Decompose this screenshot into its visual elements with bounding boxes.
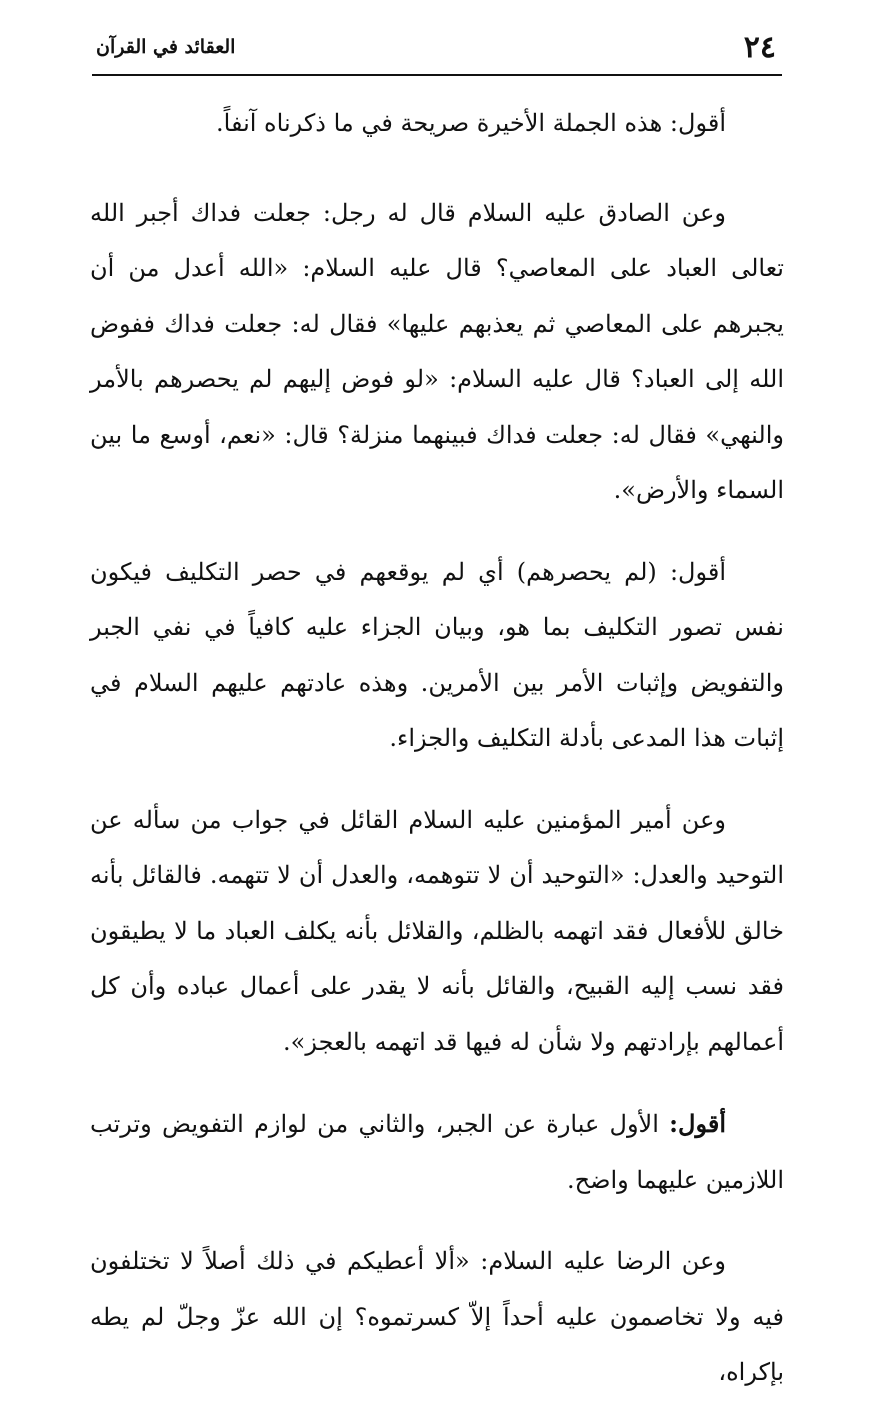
paragraph-6-text: وعن الرضا عليه السلام: «ألا أعطيكم في ذلك أصلاً لا تختلفون فيه ولا تخاصمون عليه أحداً إلاّ كسرتموه؟ إن الله عزّ وجلّ لم يطه بإكراه،: [90, 1247, 784, 1386]
paragraph-3-text: أقول: (لم يحصرهم) أي لم يوقعهم في حصر التكليف فيكون نفس تصور التكليف بما هو، وبيان الجزاء عليه كافياً في نفي الجبر والتفويض وإثبات الأمر بين الأمرين. وهذه عادتهم عليهم السلام في إثبات هذا المدعى بأدلة التكليف والجزاء.: [90, 557, 784, 752]
page-header: [92, 28, 782, 76]
running-title: العقائد في القرآن: [96, 36, 236, 58]
paragraph-5-lead: أقول:: [669, 1109, 726, 1138]
paragraph-4: [90, 793, 784, 1071]
paragraph-1: [90, 96, 784, 152]
paragraph-3: [90, 545, 784, 767]
paragraph-6: [90, 1234, 784, 1401]
paragraph-5-text: الأول عبارة عن الجبر، والثاني من لوازم التفويض وترتب اللازمين عليهما واضح.: [90, 1110, 784, 1194]
paragraph-5: [90, 1096, 784, 1208]
paragraph-2: [90, 186, 784, 519]
page-body: [90, 96, 784, 1427]
paragraph-1-text: أقول: هذه الجملة الأخيرة صريحة في ما ذكرناه آنفاً.: [216, 109, 726, 137]
paragraph-2-text: وعن الصادق عليه السلام قال له رجل: جعلت فداك أجبر الله تعالى العباد على المعاصي؟ قال عليه السلام: «الله أعدل من أن يجبرهم على المعاصي ثم يعذبهم عليها» فقال له: جعلت فداك ففوض الله إلى العباد؟ قال عليه السلام: «لو فوض إليهم لم يحصرهم بالأمر والنهي» فقال له: جعلت فداك فبينهما منزلة؟ قال: «نعم، أوسع ما بين السماء والأرض».: [90, 198, 784, 504]
paragraph-4-text: وعن أمير المؤمنين عليه السلام القائل في جواب من سأله عن التوحيد والعدل: «التوحيد أن لا تتوهمه، والعدل أن لا تتهمه. فالقائل بأنه خالق للأفعال فقد اتهمه بالظلم، والقلائل بأنه يكلف العباد ما لا يطيقون فقد نسب إليه القبيح، والقائل بأنه لا يقدر على أعمال عباده وأن كل أعمالهم بإرادتهم ولا شأن له فيها قد اتهمه بالعجز».: [90, 805, 784, 1056]
page-number: ٢٤: [743, 30, 776, 65]
